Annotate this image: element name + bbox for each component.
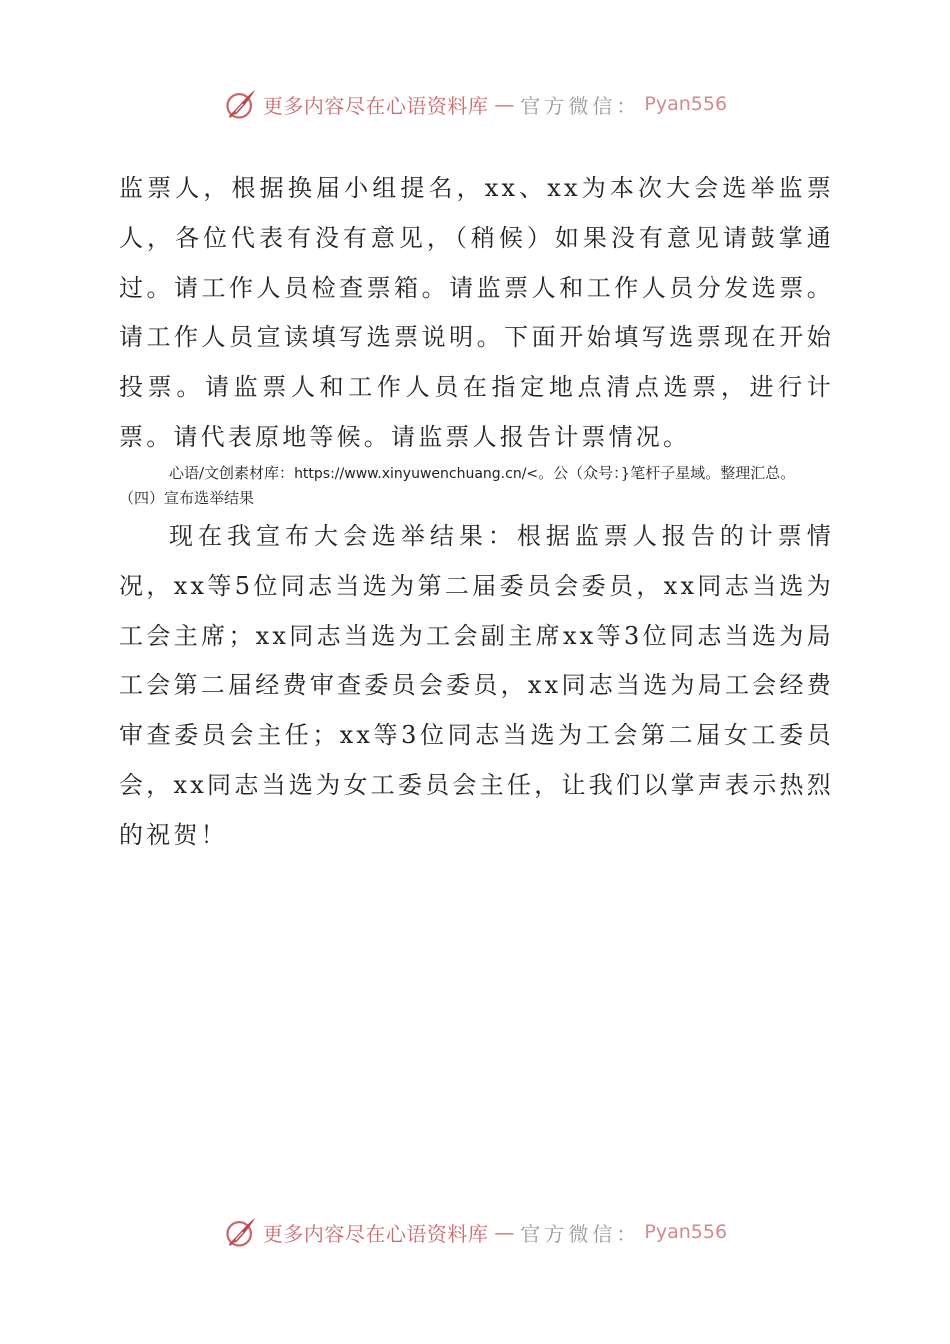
banner-wechat-id: Pyan556 — [644, 93, 728, 115]
header-banner-inner — [223, 86, 727, 122]
paragraph-election-results: 现在我宣布大会选举结果：根据监票人报告的计票情况，xx等5位同志当选为第二届委员会委员，xx同志当选为工会主席；xx同志当选为工会副主席xx等3位同志当选为局工会第二届经费审查委员会委员，xx同志当选为局工会经费审查委员会主任；xx等3位同志当选为工会第二届女工委员会，xx同志当选为女工委员会主任，让我们以掌声表示热烈的祝贺！ — [119, 522, 834, 849]
footer-banner-inner — [223, 1214, 727, 1250]
banner-dash: — — [494, 92, 515, 116]
paragraph-voting-procedure: 监票人，根据换届小组提名，xx、xx为本次大会选举监票人，各位代表有没有意见，（稍候）如果没有意见请鼓掌通过。请工作人员检查票箱。请监票人和工作人员分发选票。请工作人员宣读填写选票说明。下面开始填写选票现在开始投票。请监票人和工作人员在指定地点清点选票，进行计票。请代表原地等候。请监票人报告计票情况。 — [119, 174, 834, 451]
source-note — [119, 461, 859, 510]
banner-title: 更多内容尽在心语资料库 — [262, 1221, 489, 1246]
note-prefix: 心语/文创素材库： — [169, 464, 295, 482]
footer-banner — [0, 1210, 950, 1254]
banner-wechat-label: 官方微信： — [520, 93, 641, 118]
results-section — [119, 512, 834, 861]
section-heading: （四）宣布选举结果 — [119, 489, 255, 507]
note-suffix: 。公（众号：}笔杆子星域。整理汇总。 — [538, 464, 796, 482]
source-note-line — [119, 461, 859, 486]
banner-wechat-id: Pyan556 — [644, 1221, 728, 1243]
note-url: https://www.xinyuwenchuang.cn/< — [294, 466, 539, 482]
quill-logo-icon — [223, 86, 259, 122]
banner-wechat-label: 官方微信： — [520, 1221, 641, 1246]
banner-dash: — — [494, 1220, 515, 1244]
quill-logo-icon — [223, 1214, 259, 1250]
header-banner — [0, 82, 950, 126]
main-content — [119, 164, 834, 463]
banner-title: 更多内容尽在心语资料库 — [262, 93, 489, 118]
